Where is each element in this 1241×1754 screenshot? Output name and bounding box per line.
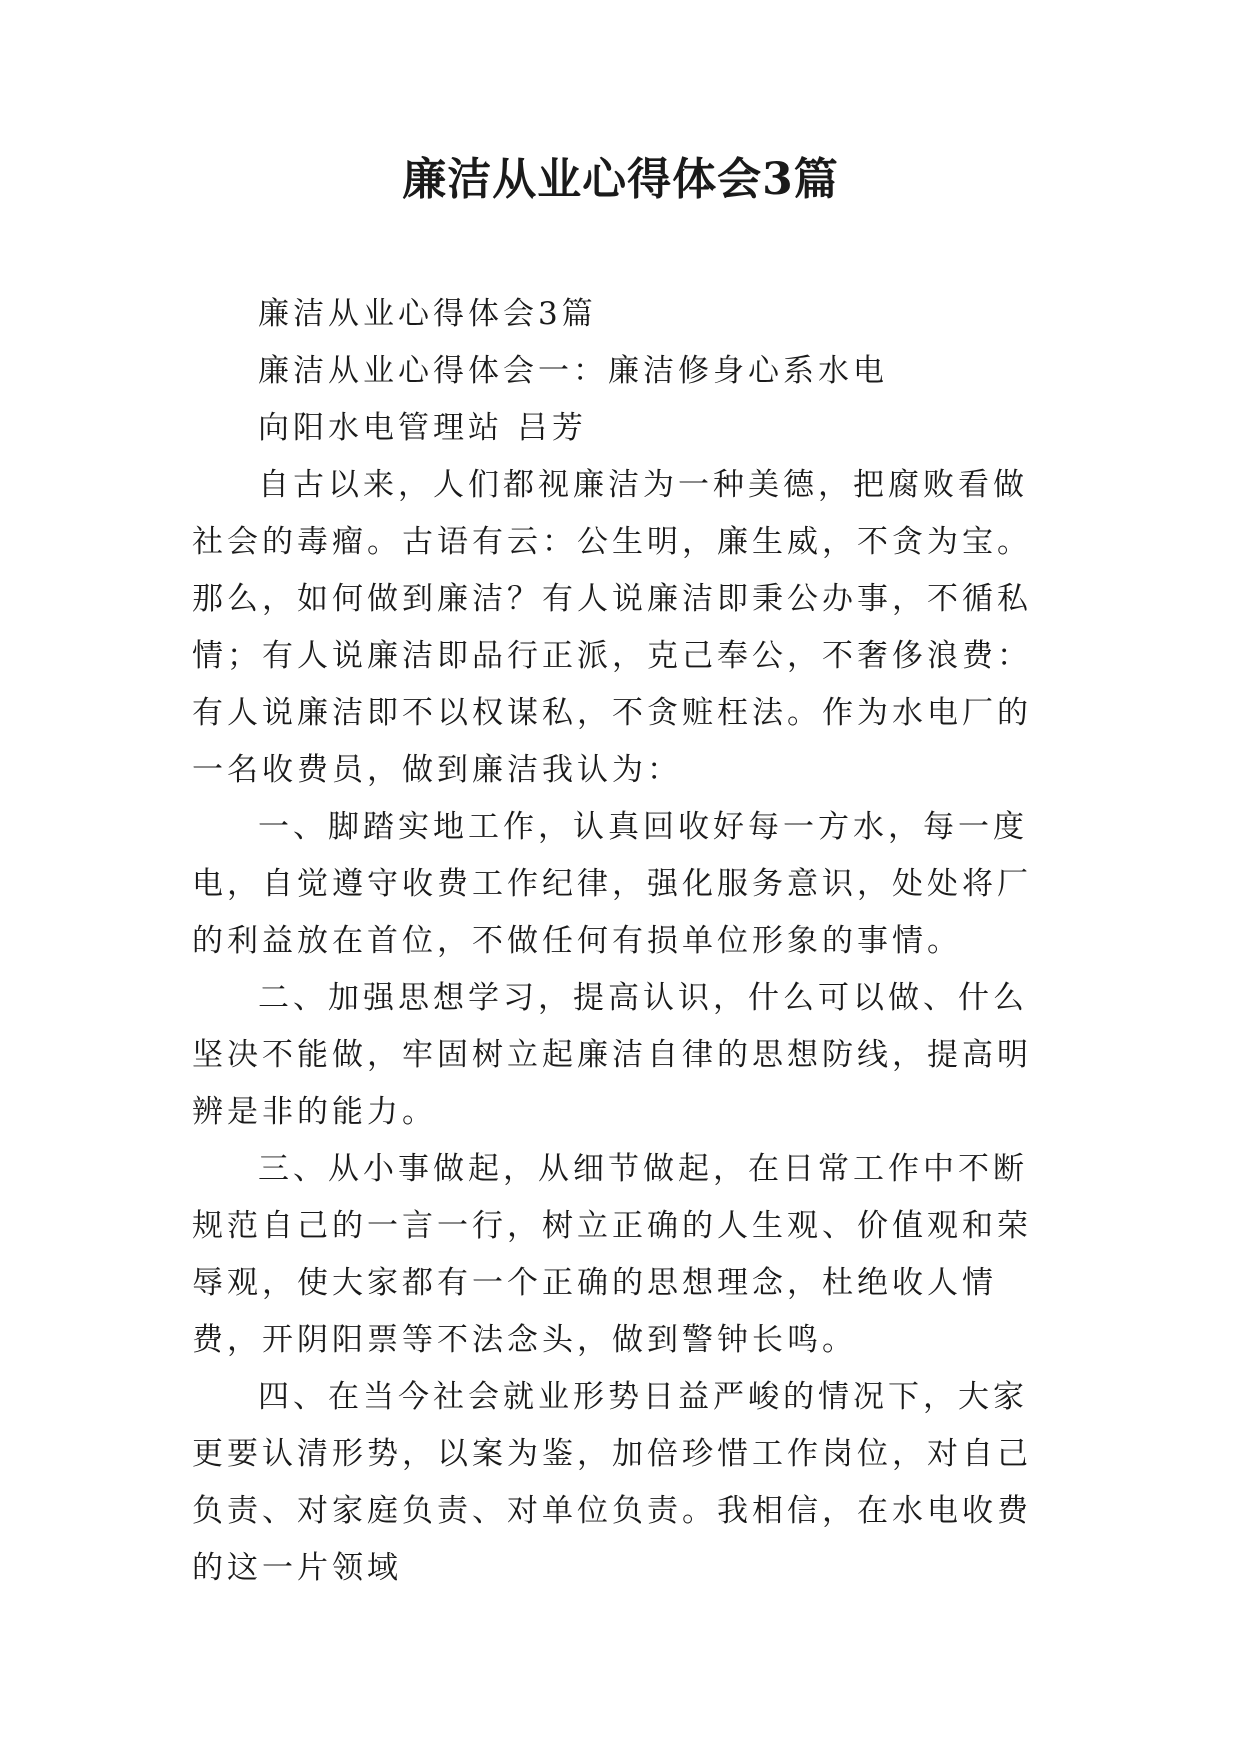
paragraph-point-2: 二、加强思想学习，提高认识，什么可以做、什么坚决不能做，牢固树立起廉洁自律的思想防线，提高明辨是非的能力。 <box>192 980 1032 1130</box>
paragraph-point-4: 四、在当今社会就业形势日益严峻的情况下，大家更要认清形势，以案为鉴，加倍珍惜工作岗位，对自己负责、对家庭负责、对单位负责。我相信，在水电收费的这一片领域 <box>192 1379 1032 1586</box>
paragraph-article-heading: 廉洁从业心得体会一：廉洁修身心系水电 <box>258 353 888 389</box>
document-body <box>192 286 1052 1597</box>
document-title: 廉洁从业心得体会3篇 <box>402 154 839 205</box>
paragraph-subtitle: 廉洁从业心得体会3篇 <box>258 296 597 332</box>
paragraph-point-3: 三、从小事做起，从细节做起，在日常工作中不断规范自己的一言一行，树立正确的人生观、价值观和荣辱观，使大家都有一个正确的思想理念，杜绝收人情费，开阴阳票等不法念头，做到警钟长鸣。 <box>192 1151 1032 1358</box>
paragraph-intro: 自古以来，人们都视廉洁为一种美德，把腐败看做社会的毒瘤。古语有云：公生明，廉生威，不贪为宝。那么，如何做到廉洁？有人说廉洁即秉公办事，不循私情；有人说廉洁即品行正派，克己奉公，不奢侈浪费：有人说廉洁即不以权谋私，不贪赃枉法。作为水电厂的一名收费员，做到廉洁我认为： <box>192 467 1032 788</box>
paragraph-point-1: 一、脚踏实地工作，认真回收好每一方水，每一度电，自觉遵守收费工作纪律，强化服务意识，处处将厂的利益放在首位，不做任何有损单位形象的事情。 <box>192 809 1032 959</box>
paragraph-author: 向阳水电管理站 吕芳 <box>258 410 587 446</box>
